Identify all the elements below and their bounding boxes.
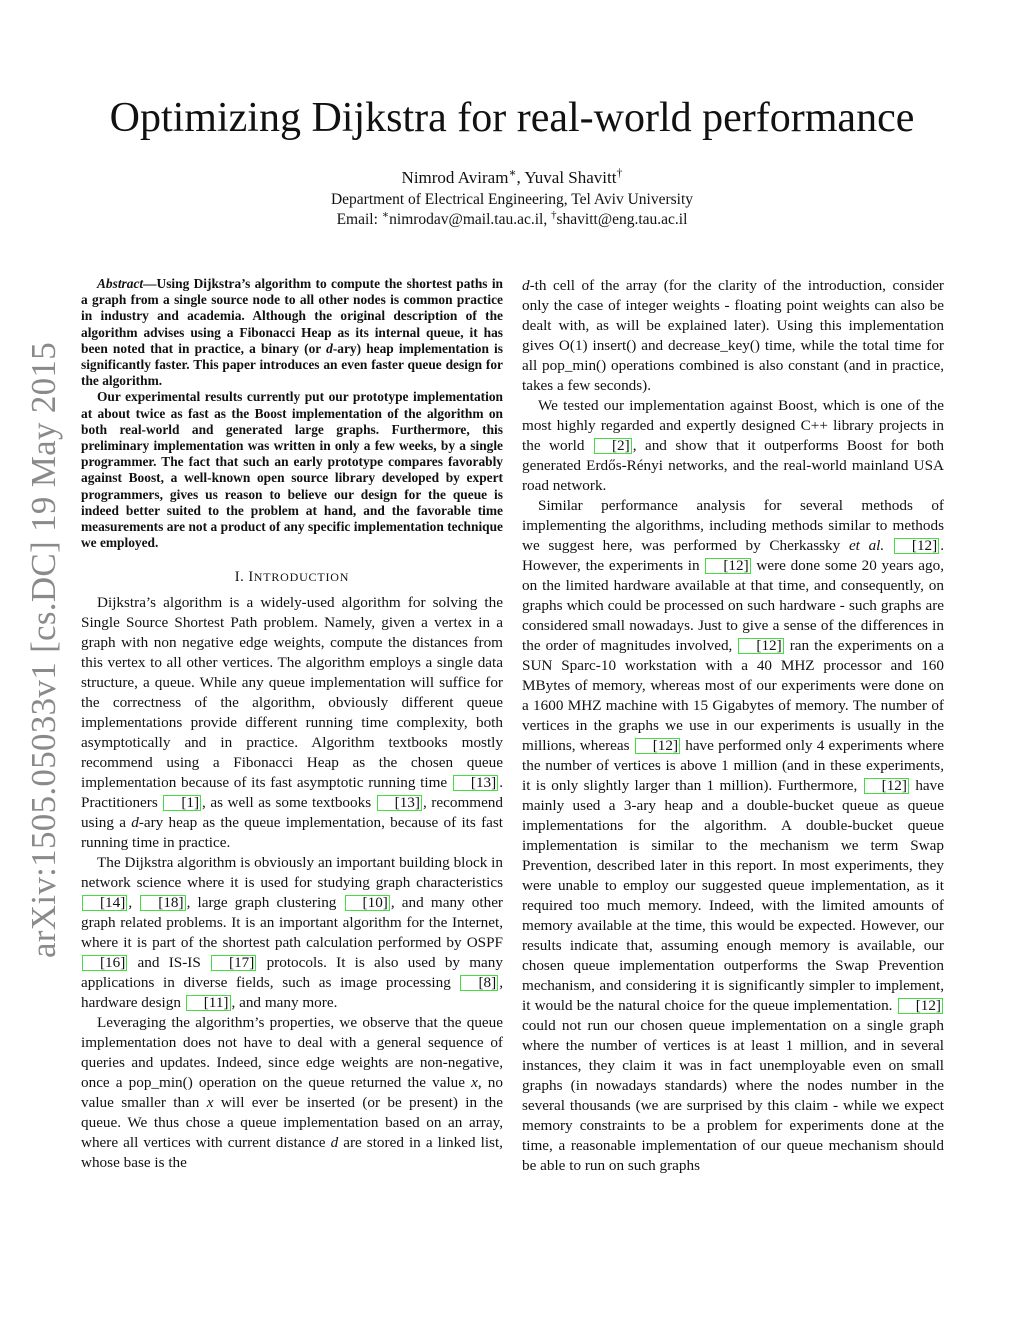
citation-link-13[interactable]: [13] xyxy=(453,775,498,791)
intro-paragraph-2 xyxy=(81,853,503,1013)
text-run: , large graph clustering xyxy=(186,894,344,912)
citation-link-12[interactable]: [12] xyxy=(898,998,943,1014)
abstract-var-d: d xyxy=(326,340,333,356)
abstract-text-1b: -ary) heap implementation is significantly faster. This paper introduces an even faster queue design for the algorithm. xyxy=(81,340,503,389)
citation-link-1[interactable]: [1] xyxy=(163,795,201,811)
citation-link-10[interactable]: [10] xyxy=(345,895,390,911)
author-separator: , xyxy=(516,168,525,187)
text-run: , xyxy=(128,894,140,912)
text-run: , no value smaller than xyxy=(81,1074,503,1112)
paper-title: Optimizing Dijkstra for real-world performance xyxy=(109,95,915,141)
text-run: , hardware design xyxy=(81,974,503,1012)
abstract-text-1a: —Using Dijkstra’s algorithm to compute the shortest paths in a graph from a single source node to all other nodes is common practice in industry and academia. Although the original description of the algorithm advises using a Fibonacci Heap as its internal queue, it has been noted that in practice, a binary (or xyxy=(81,276,503,356)
math-var-x: x xyxy=(206,1094,214,1112)
math-var-d: d xyxy=(330,1134,339,1152)
text-run: , and show that it outperforms Boost for both generated Erdős-Rényi networks, and the real-world mainland USA road network. xyxy=(522,437,944,494)
text-run: have performed only 4 experiments where the number of vertices is above 1 million (and in these experiments, it is only slightly larger than 1 million). Furthermore, xyxy=(522,737,944,794)
left-column xyxy=(81,276,503,1173)
email-prefix: Email: xyxy=(336,211,382,228)
intro-paragraph-1 xyxy=(81,593,503,853)
citation-link-16[interactable]: [16] xyxy=(82,955,127,971)
text-run: will ever be inserted (or be present) in the queue. We thus chose a queue implementation based on an array, where all vertices with current distance xyxy=(81,1094,503,1152)
author-second-mark: † xyxy=(616,165,623,180)
email-line xyxy=(60,210,964,230)
citation-link-12[interactable]: [12] xyxy=(894,538,939,554)
email-address-1: nimrodav@mail.tau.ac.il, xyxy=(389,211,552,228)
section-number: I. xyxy=(234,569,249,586)
text-run: have mainly used a 3-ary heap and a double-bucket queue as queue implementations for the algorithm. A double-bucket queue implementation is similar to the mechanism we term Swap Prevention, described later in this report. In most experiments, they were unable to employ our suggested queue implementation, as it required too much memory. Indeed, with the limited amounts of memory available at the time, this would be expected. However, our results indicate that, assuming enough memory is available, our chosen queue implementation outperforms the Swap Prevention mechanism, and considering it is significantly simpler to implement, it would be the natural choice for the queue implementation. xyxy=(522,777,944,1014)
text-run: The Dijkstra algorithm is obviously an important building block in network science where it is used for studying graph characteristics xyxy=(81,854,503,892)
citation-link-8[interactable]: [8] xyxy=(460,975,498,991)
affiliation: Department of Electrical Engineering, Tel Aviv University xyxy=(330,191,694,208)
section-initial: I xyxy=(248,569,254,586)
text-run: , recommend using a xyxy=(81,794,503,832)
citation-link-11[interactable]: [11] xyxy=(186,995,231,1011)
abstract-label: Abstract xyxy=(97,276,144,291)
citation-link-14[interactable]: [14] xyxy=(82,895,127,911)
author-first-mark: ∗ xyxy=(508,165,517,180)
citation-link-12[interactable]: [12] xyxy=(738,638,783,654)
math-var-x: x xyxy=(471,1074,478,1092)
citation-link-12[interactable]: [12] xyxy=(864,778,909,794)
citation-link-18[interactable]: [18] xyxy=(140,895,185,911)
text-run: . However, the experiments in xyxy=(522,537,944,574)
text-run: could not run our chosen queue implementation on a single graph where the number of vertices is at least 1 million, and in several instances, they claim it was in fact unemployable even on small graphs (in nowadays standards) where the nodes number in the several thousands (we are surprised by this claim - while we expect memory constraints to be a problem for experiments done at the time, a reasonable implementation of our queue mechanism should be able to run on such graphs xyxy=(522,1017,944,1174)
arxiv-identifier: arXiv:1505.05033v1 [cs.DC] 19 May 2015 xyxy=(24,341,63,959)
abstract-paragraph-1 xyxy=(81,276,503,389)
text-run: are stored in a linked list, whose base is the xyxy=(81,1134,503,1172)
author-second: Yuval Shavitt xyxy=(524,168,617,187)
intro-paragraph-5 xyxy=(522,496,944,1176)
text-run xyxy=(884,537,893,554)
text-run: Dijkstra’s algorithm is a widely-used algorithm for solving the Single Source Shortest Path problem. Namely, given a vertex in a graph with non negative edge weights, compute the distances from this vertex to all other vertices. The algorithm employs a single data structure, a queue. While any queue implementation will suffice for the correctness of the algorithm, obviously different queue implementations provide different running time complexity, both asymptotically and in practice. Algorithm textbooks mostly recommend using a Fibonacci Heap as the chosen queue implementation because of its fast asymptotic running time xyxy=(81,594,503,792)
text-run: , and many other graph related problems. It is an important algorithm for the Internet, where it is part of the shortest path calculation performed by OSPF xyxy=(81,894,503,952)
author-line xyxy=(60,167,964,189)
citation-link-17[interactable]: [17] xyxy=(211,955,256,971)
intro-paragraph-3 xyxy=(81,1013,503,1173)
abstract xyxy=(81,276,503,551)
text-run: -th cell of the array (for the clarity of the introduction, consider only the case of integer weights - floating point weights can also be dealt with, as will be explained later). Using this implementation gives O(1) insert() and decrease_key() time, while the total time for all pop_min() operations combined is also constant (and in practice, takes a few seconds). xyxy=(522,277,944,394)
citation-link-12[interactable]: [12] xyxy=(705,558,750,574)
text-run: protocols. It is also used by many applications in diverse fields, such as image processing xyxy=(81,954,503,992)
citation-link-2[interactable]: [2] xyxy=(594,438,632,454)
text-run: and IS-IS xyxy=(128,954,211,972)
et-al: et al. xyxy=(848,537,885,554)
citation-link-13[interactable]: [13] xyxy=(377,795,422,811)
right-column xyxy=(522,276,944,1176)
text-run: We tested our implementation against Boost, which is one of the most highly regarded and expertly designed C++ library projects in the world xyxy=(522,397,944,454)
intro-paragraph-3-continued xyxy=(522,276,944,396)
author-first: Nimrod Aviram xyxy=(401,168,509,187)
text-run: Similar performance analysis for several methods of implementing the algorithms, including methods similar to methods we suggest here, was performed by Cherkassky xyxy=(522,497,944,554)
abstract-paragraph-2: Our experimental results currently put our prototype implementation at about twice as fast as the Boost implementation of the algorithm on both real-world and generated large graphs. Furthermore, this preliminary implementation was written in only a few weeks, by a single programmer. The fact that such an early prototype compares favorably against Boost, a well-known open source library developed by expert programmers, gives us reason to believe our design for the queue is indeed better suited to the problem at hand, and the favorable time measurements are not a product of any specific implementation technique we employed. xyxy=(81,389,503,551)
email-address-2: shavitt@eng.tau.ac.il xyxy=(556,211,688,228)
text-run: , and many more. xyxy=(231,994,338,1012)
text-run: were done some 20 years ago, on the limited hardware available at that time, and consequently, on graphs which could be processed on such hardware - such graphs are considered small nowadays. Just to give a sense of the differences in the order of magnitudes involved, xyxy=(522,557,944,654)
email-mark-1: ∗ xyxy=(381,208,390,221)
text-run: , as well as some textbooks xyxy=(202,794,376,812)
section-heading-introduction xyxy=(81,567,503,587)
math-var-d: d xyxy=(131,814,139,832)
text-run: Leveraging the algorithm’s properties, we observe that the queue implementation does not have to deal with a general sequence of queries and updates. Indeed, since edge weights are non-negative, once a pop_min() operation on the queue returned the value xyxy=(81,1014,503,1092)
citation-link-12[interactable]: [12] xyxy=(635,738,680,754)
email-mark-2: † xyxy=(551,208,557,221)
text-run: -ary heap as the queue implementation, because of its fast running time in practice. xyxy=(81,814,504,852)
text-run: ran the experiments on a SUN Sparc-10 workstation with a 40 MHZ processor and 160 MBytes of memory, whereas most of our experiments were done on a 1600 MHZ machine with 15 Gigabytes of memory. The number of vertices in the graphs we use in our experiments is usually in the millions, whereas xyxy=(522,637,944,754)
intro-paragraph-4 xyxy=(522,396,944,496)
section-title-rest: NTRODUCTION xyxy=(253,570,350,585)
math-var-d: d xyxy=(522,277,530,294)
text-run: . Practitioners xyxy=(81,774,503,812)
